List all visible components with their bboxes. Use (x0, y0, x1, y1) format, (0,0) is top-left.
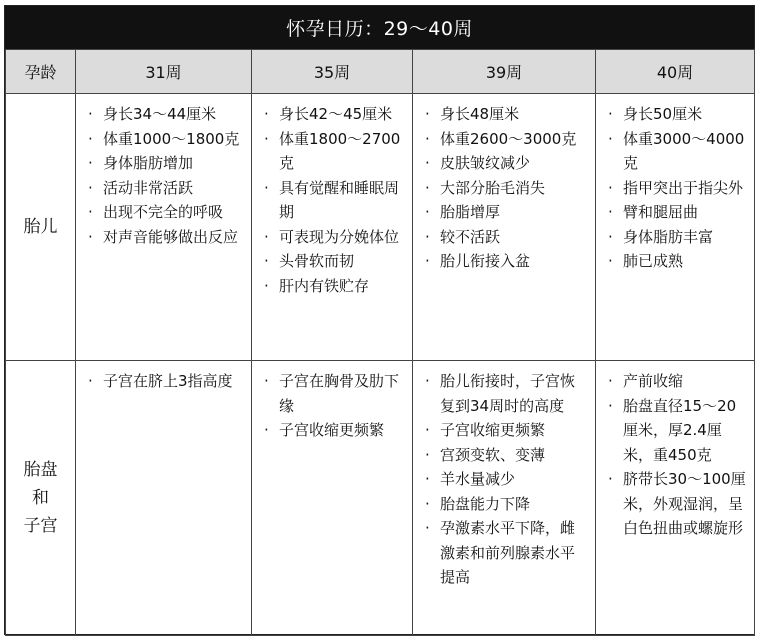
table-row-placenta (6, 361, 755, 636)
list-item: · 对声音能够做出反应 (86, 225, 243, 250)
table-cell (413, 94, 596, 361)
list-item: · 具有觉醒和睡眠周期 (262, 176, 404, 225)
list-item: · 身长42～45厘米 (262, 102, 404, 127)
list-item: · 身体脂肪丰富 (606, 225, 746, 250)
list-item: · 宫颈变软、变薄 (423, 443, 587, 468)
list-item: · 体重2600～3000克 (423, 127, 587, 152)
bullet-list (596, 361, 754, 541)
list-item: · 子宫收缩更频繁 (423, 418, 587, 443)
pregnancy-calendar-table (4, 5, 755, 635)
header-week-31: 31周 (76, 50, 252, 94)
header-row-label: 孕龄 (6, 50, 76, 94)
table-cell (76, 94, 252, 361)
list-item: · 孕激素水平下降，雌激素和前列腺素水平提高 (423, 516, 587, 590)
bullet-list (252, 361, 412, 443)
list-item: · 大部分胎毛消失 (423, 176, 587, 201)
list-item: · 体重1000～1800克 (86, 127, 243, 152)
list-item: · 羊水量减少 (423, 467, 587, 492)
list-item: · 活动非常活跃 (86, 176, 243, 201)
header-week-39: 39周 (413, 50, 596, 94)
list-item: · 胎儿衔接入盆 (423, 249, 587, 274)
list-item: · 子宫在胸骨及肋下缘 (262, 369, 404, 418)
list-item: · 身长48厘米 (423, 102, 587, 127)
list-item: · 指甲突出于指尖外 (606, 176, 746, 201)
list-item: · 子宫收缩更频繁 (262, 418, 404, 443)
bullet-list (413, 361, 595, 590)
list-item: · 子宫在脐上3指高度 (86, 369, 243, 394)
bullet-list (76, 94, 251, 249)
row-label-line: 胎盘 (23, 460, 58, 480)
table-cell (252, 361, 413, 636)
table-cell (76, 361, 252, 636)
list-item: · 胎脂增厚 (423, 200, 587, 225)
list-item: · 头骨软而韧 (262, 249, 404, 274)
list-item: · 脐带长30～100厘米，外观湿润，呈白色扭曲或螺旋形 (606, 467, 746, 541)
list-item: · 身长50厘米 (606, 102, 746, 127)
list-item: · 体重3000～4000克 (606, 127, 746, 176)
list-item: · 产前收缩 (606, 369, 746, 394)
table-cell (596, 361, 755, 636)
list-item: · 胎盘直径15～20厘米，厚2.4厘米，重450克 (606, 394, 746, 468)
list-item: · 肺已成熟 (606, 249, 746, 274)
table-cell (413, 361, 596, 636)
row-label (6, 94, 76, 361)
list-item: · 出现不完全的呼吸 (86, 200, 243, 225)
list-item: · 胎盘能力下降 (423, 492, 587, 517)
row-label-line: 胎儿 (23, 217, 58, 237)
list-item: · 可表现为分娩体位 (262, 225, 404, 250)
bullet-list (76, 361, 251, 394)
table-cell (596, 94, 755, 361)
list-item: · 胎儿衔接时，子宫恢复到34周时的高度 (423, 369, 587, 418)
bullet-list (596, 94, 754, 274)
header-week-40: 40周 (596, 50, 755, 94)
table-cell (252, 94, 413, 361)
calendar-grid (5, 49, 755, 636)
list-item: · 肝内有铁贮存 (262, 274, 404, 299)
list-item: · 较不活跃 (423, 225, 587, 250)
bullet-list (252, 94, 412, 298)
list-item: · 皮肤皱纹减少 (423, 151, 587, 176)
row-label-line: 子宫 (23, 516, 58, 536)
row-label (6, 361, 76, 636)
table-row-fetus (6, 94, 755, 361)
row-label-line: 和 (32, 488, 49, 508)
list-item: · 臂和腿屈曲 (606, 200, 746, 225)
header-row (6, 50, 755, 94)
list-item: · 体重1800～2700克 (262, 127, 404, 176)
table-title: 怀孕日历：29～40周 (5, 6, 754, 49)
bullet-list (413, 94, 595, 274)
header-week-35: 35周 (252, 50, 413, 94)
list-item: · 身体脂肪增加 (86, 151, 243, 176)
list-item: · 身长34～44厘米 (86, 102, 243, 127)
